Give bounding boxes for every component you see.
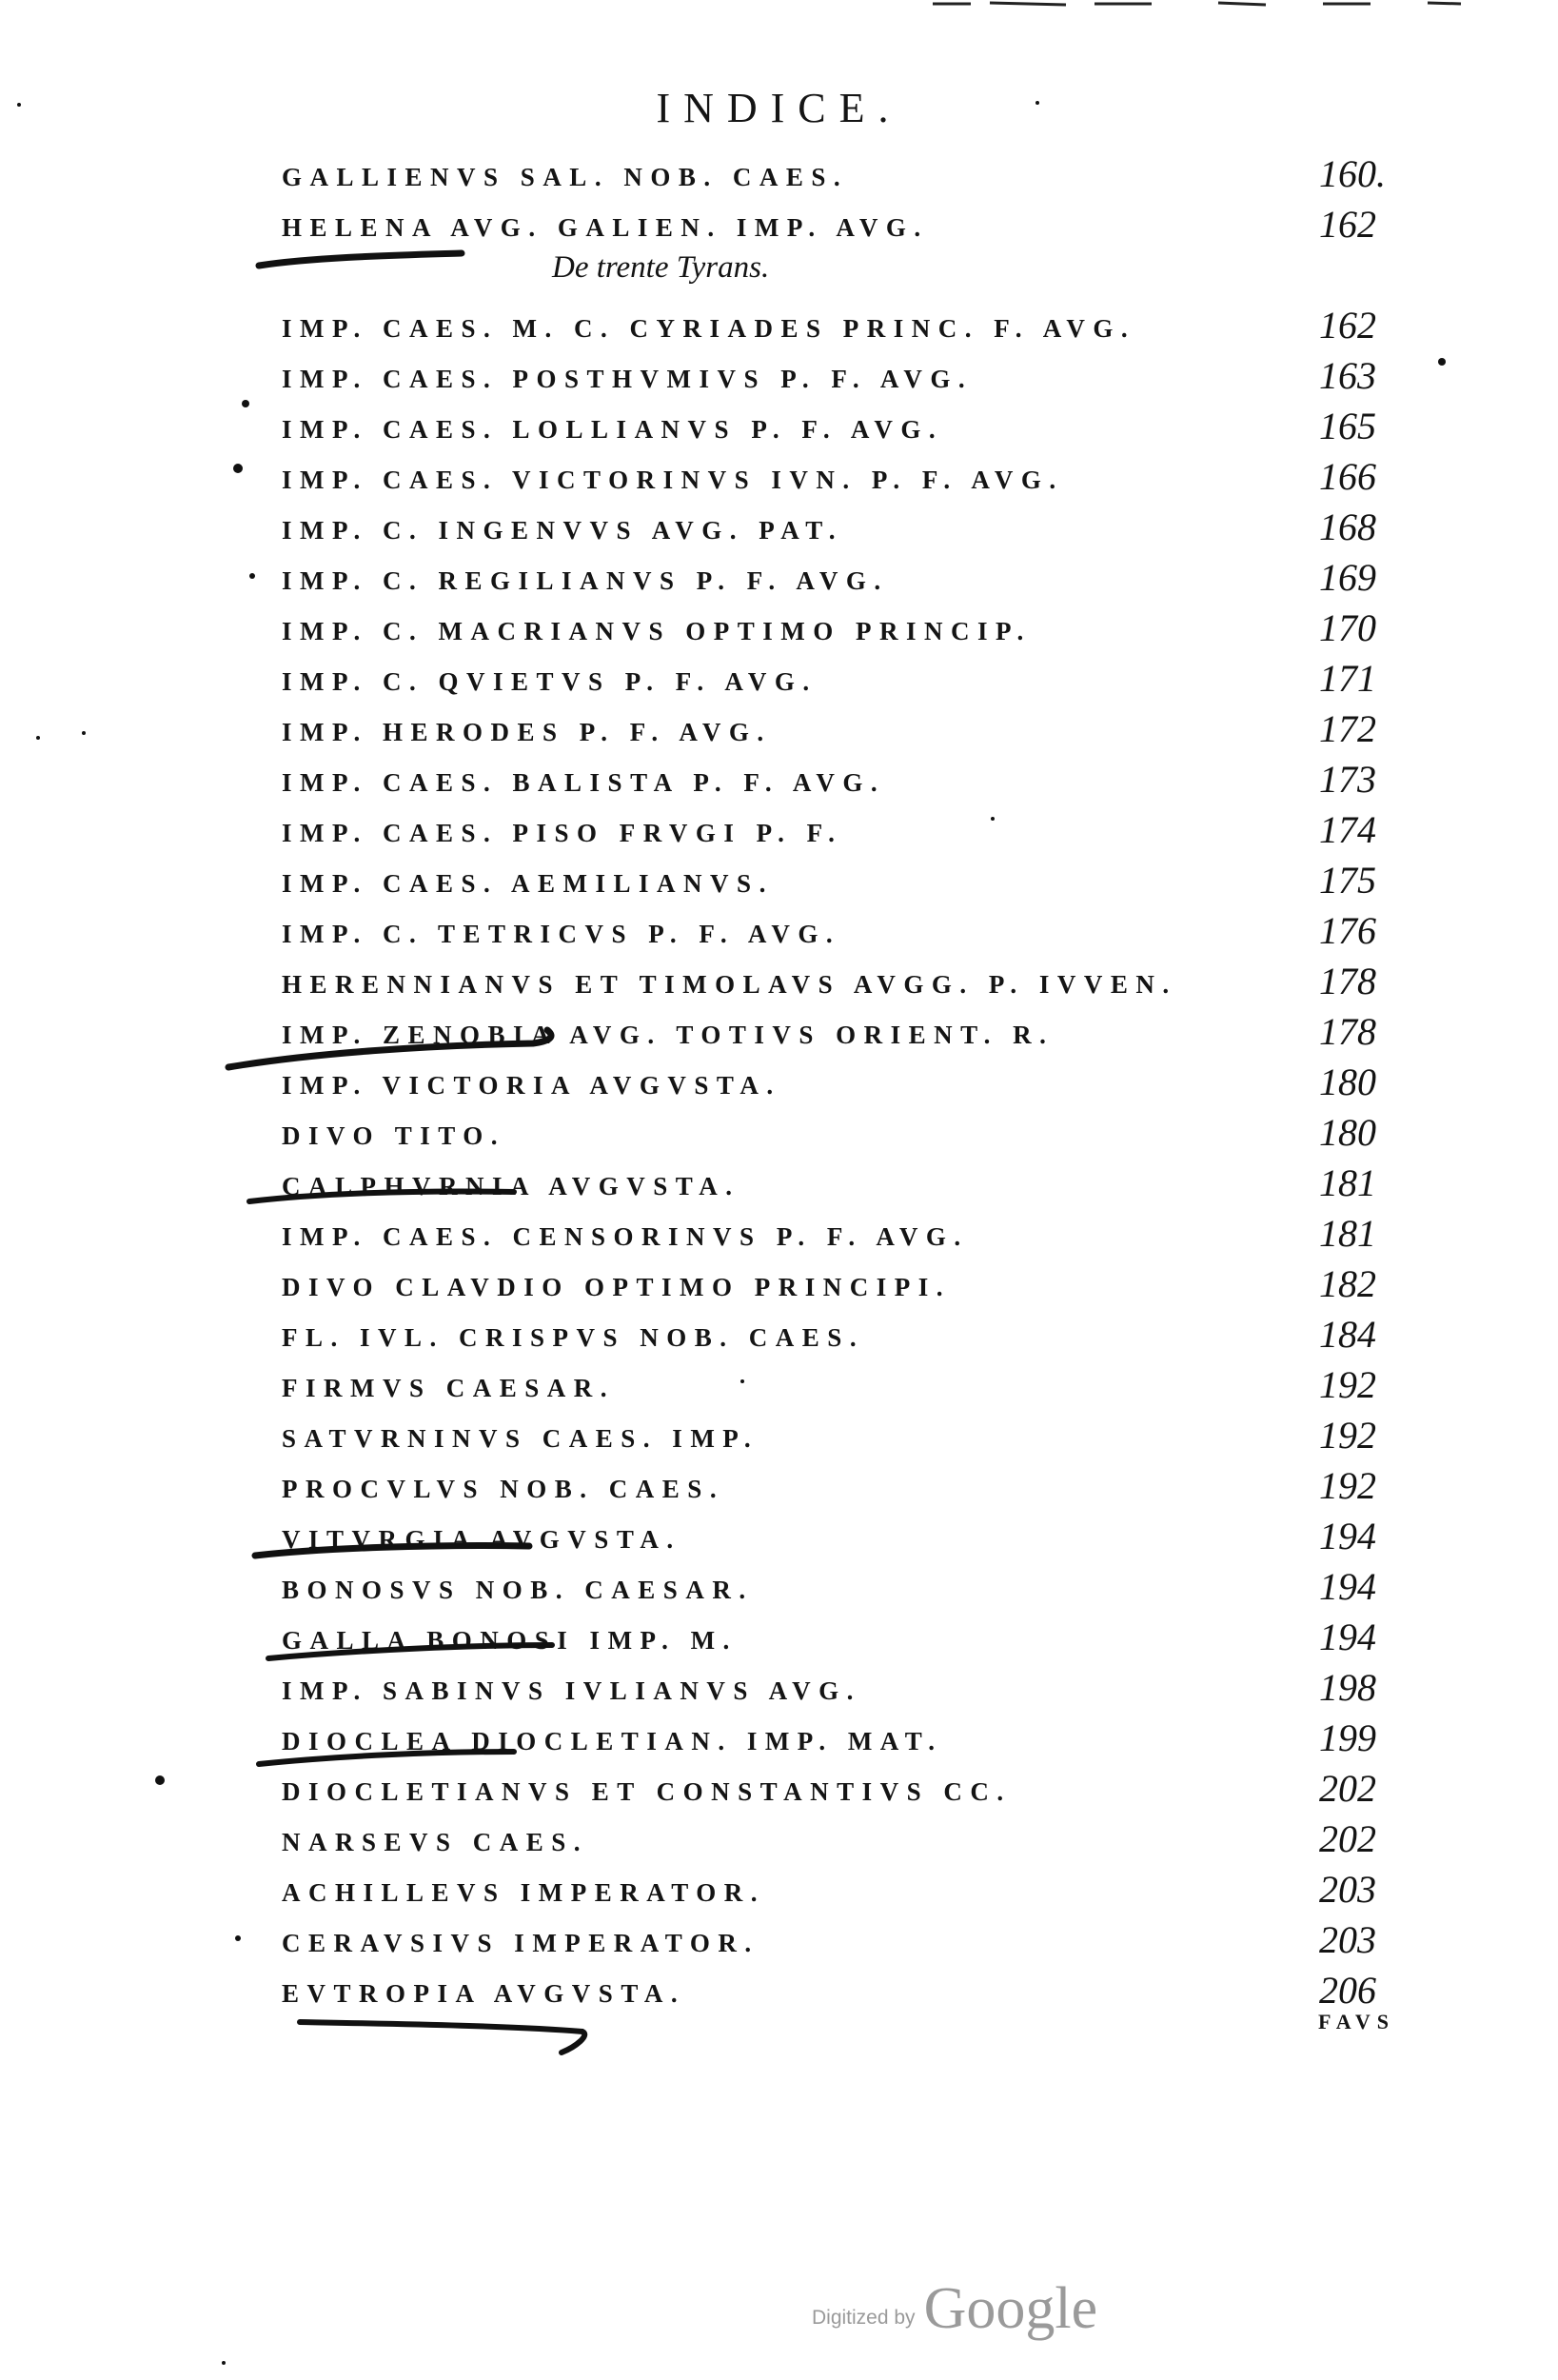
page-title: INDICE. xyxy=(656,85,902,131)
entry-name: GALLIENVS SAL. NOB. CAES. xyxy=(282,163,849,191)
entry-name: ACHILLEVS IMPERATOR. xyxy=(282,1878,766,1907)
entry-name: IMP. CAES. CENSORINVS P. F. AVG. xyxy=(282,1222,969,1251)
watermark-prefix: Digitized by xyxy=(812,2307,916,2329)
entry-name: IMP. SABINVS IVLIANVS AVG. xyxy=(282,1676,861,1705)
entry-page-number: 170 xyxy=(1319,606,1376,649)
entry-page-number: 163 xyxy=(1319,354,1376,397)
underline-helena xyxy=(259,253,462,266)
entry-name: IMP. CAES. PISO FRVGI P. F. xyxy=(282,819,843,847)
entry-page-number: 180 xyxy=(1319,1061,1376,1103)
entry-page-number: 176 xyxy=(1319,909,1376,952)
entry-page-number: 194 xyxy=(1319,1616,1376,1658)
entry-name: VITVRGIA AVGVSTA. xyxy=(282,1525,681,1554)
entry-name: IMP. C. TETRICVS P. F. AVG. xyxy=(282,920,841,948)
entry-page-number: 175 xyxy=(1319,859,1376,902)
entry-page-number: 202 xyxy=(1319,1817,1376,1860)
entry-name: IMP. VICTORIA AVGVSTA. xyxy=(282,1071,781,1100)
entry-name: IMP. C. REGILIANVS P. F. AVG. xyxy=(282,566,889,595)
entry-name: DIVO CLAVDIO OPTIMO PRINCIPI. xyxy=(282,1273,951,1301)
entry-page-number: 169 xyxy=(1319,556,1376,599)
entry-name: IMP. C. MACRIANVS OPTIMO PRINCIP. xyxy=(282,617,1032,645)
entry-page-number: 171 xyxy=(1319,657,1376,700)
digitized-by-google-watermark xyxy=(812,2275,1097,2343)
entry-name: IMP. C. QVIETVS P. F. AVG. xyxy=(282,667,818,696)
entry-page-number: 180 xyxy=(1319,1111,1376,1154)
entry-name: EVTROPIA AVGVSTA. xyxy=(282,1979,686,2008)
entry-name: IMP. CAES. M. C. CYRIADES PRINC. F. AVG. xyxy=(282,314,1136,343)
entry-name: FL. IVL. CRISPVS NOB. CAES. xyxy=(282,1323,865,1352)
entry-page-number: 199 xyxy=(1319,1716,1376,1759)
entry-page-number: 168 xyxy=(1319,506,1376,548)
entry-page-number: 181 xyxy=(1319,1212,1376,1255)
entry-page-number: 181 xyxy=(1319,1161,1376,1204)
entry-page-number: 165 xyxy=(1319,405,1376,447)
underline-dioclea xyxy=(259,1752,514,1764)
entry-page-number: 172 xyxy=(1319,707,1376,750)
entry-page-number: 160. xyxy=(1319,152,1386,195)
entry-page-number: 203 xyxy=(1319,1868,1376,1911)
entry-page-number: 192 xyxy=(1319,1363,1376,1406)
entry-name: CALPHVRNIA AVGVSTA. xyxy=(282,1172,740,1200)
entry-name: CERAVSIVS IMPERATOR. xyxy=(282,1929,759,1957)
entry-page-number: 166 xyxy=(1319,455,1376,498)
entry-name: DIVO TITO. xyxy=(282,1121,506,1150)
entry-name: IMP. HERODES P. F. AVG. xyxy=(282,718,772,746)
entry-name: IMP. CAES. BALISTA P. F. AVG. xyxy=(282,768,886,797)
entry-name: IMP. CAES. AEMILIANVS. xyxy=(282,869,774,898)
entry-page-number: 174 xyxy=(1319,808,1376,851)
entry-name: NARSEVS CAES. xyxy=(282,1828,589,1856)
entry-page-number: 182 xyxy=(1319,1262,1376,1305)
entry-name: BONOSVS NOB. CAESAR. xyxy=(282,1576,754,1604)
entry-page-number: 194 xyxy=(1319,1565,1376,1608)
underline-viturgia xyxy=(255,1545,529,1556)
entry-page-number: 202 xyxy=(1319,1767,1376,1810)
entry-page-number: 184 xyxy=(1319,1313,1376,1356)
entry-page-number: 198 xyxy=(1319,1666,1376,1709)
entry-name: IMP. C. INGENVVS AVG. PAT. xyxy=(282,516,844,545)
entry-name: HELENA AVG. GALIEN. IMP. AVG. xyxy=(282,213,929,242)
margin-specks xyxy=(17,101,1446,2365)
entry-name: IMP. ZENOBIA AVG. TOTIVS ORIENT. R. xyxy=(282,1021,1055,1049)
underline-calphurnia xyxy=(249,1191,514,1201)
entry-page-number: 203 xyxy=(1319,1918,1376,1961)
entry-name: DIOCLEA DIOCLETIAN. IMP. MAT. xyxy=(282,1727,943,1755)
entry-name: GALLA BONOSI IMP. M. xyxy=(282,1626,738,1655)
entry-name: IMP. CAES. LOLLIANVS P. F. AVG. xyxy=(282,415,944,444)
catchword: FAVS xyxy=(1318,2010,1395,2033)
entry-name: SATVRNINVS CAES. IMP. xyxy=(282,1424,759,1453)
entry-page-number: 162 xyxy=(1319,203,1376,246)
entry-page-number: 194 xyxy=(1319,1515,1376,1557)
entry-name: IMP. CAES. POSTHVMIVS P. F. AVG. xyxy=(282,365,974,393)
entry-name: FIRMVS CAESAR. xyxy=(282,1374,616,1402)
entry-name: DIOCLETIANVS ET CONSTANTIVS CC. xyxy=(282,1777,1012,1806)
section-subheading: De trente Tyrans. xyxy=(552,250,770,285)
entry-page-number: 173 xyxy=(1319,758,1376,801)
entry-page-number: 178 xyxy=(1319,960,1376,1002)
entry-page-number: 178 xyxy=(1319,1010,1376,1053)
entry-name: IMP. CAES. VICTORINVS IVN. P. F. AVG. xyxy=(282,466,1064,494)
underline-zenobia xyxy=(228,1030,551,1067)
entry-page-number: 206 xyxy=(1319,1969,1376,2012)
watermark-brand: Google xyxy=(923,2276,1098,2341)
entry-page-number: 192 xyxy=(1319,1414,1376,1457)
entry-name: HERENNIANVS ET TIMOLAVS AVGG. P. IVVEN. xyxy=(282,970,1177,999)
underline-galla xyxy=(268,1645,552,1658)
entry-name: PROCVLVS NOB. CAES. xyxy=(282,1475,725,1503)
underline-eutropia xyxy=(300,2022,584,2053)
entry-page-number: 192 xyxy=(1319,1464,1376,1507)
entry-page-number: 162 xyxy=(1319,304,1376,347)
